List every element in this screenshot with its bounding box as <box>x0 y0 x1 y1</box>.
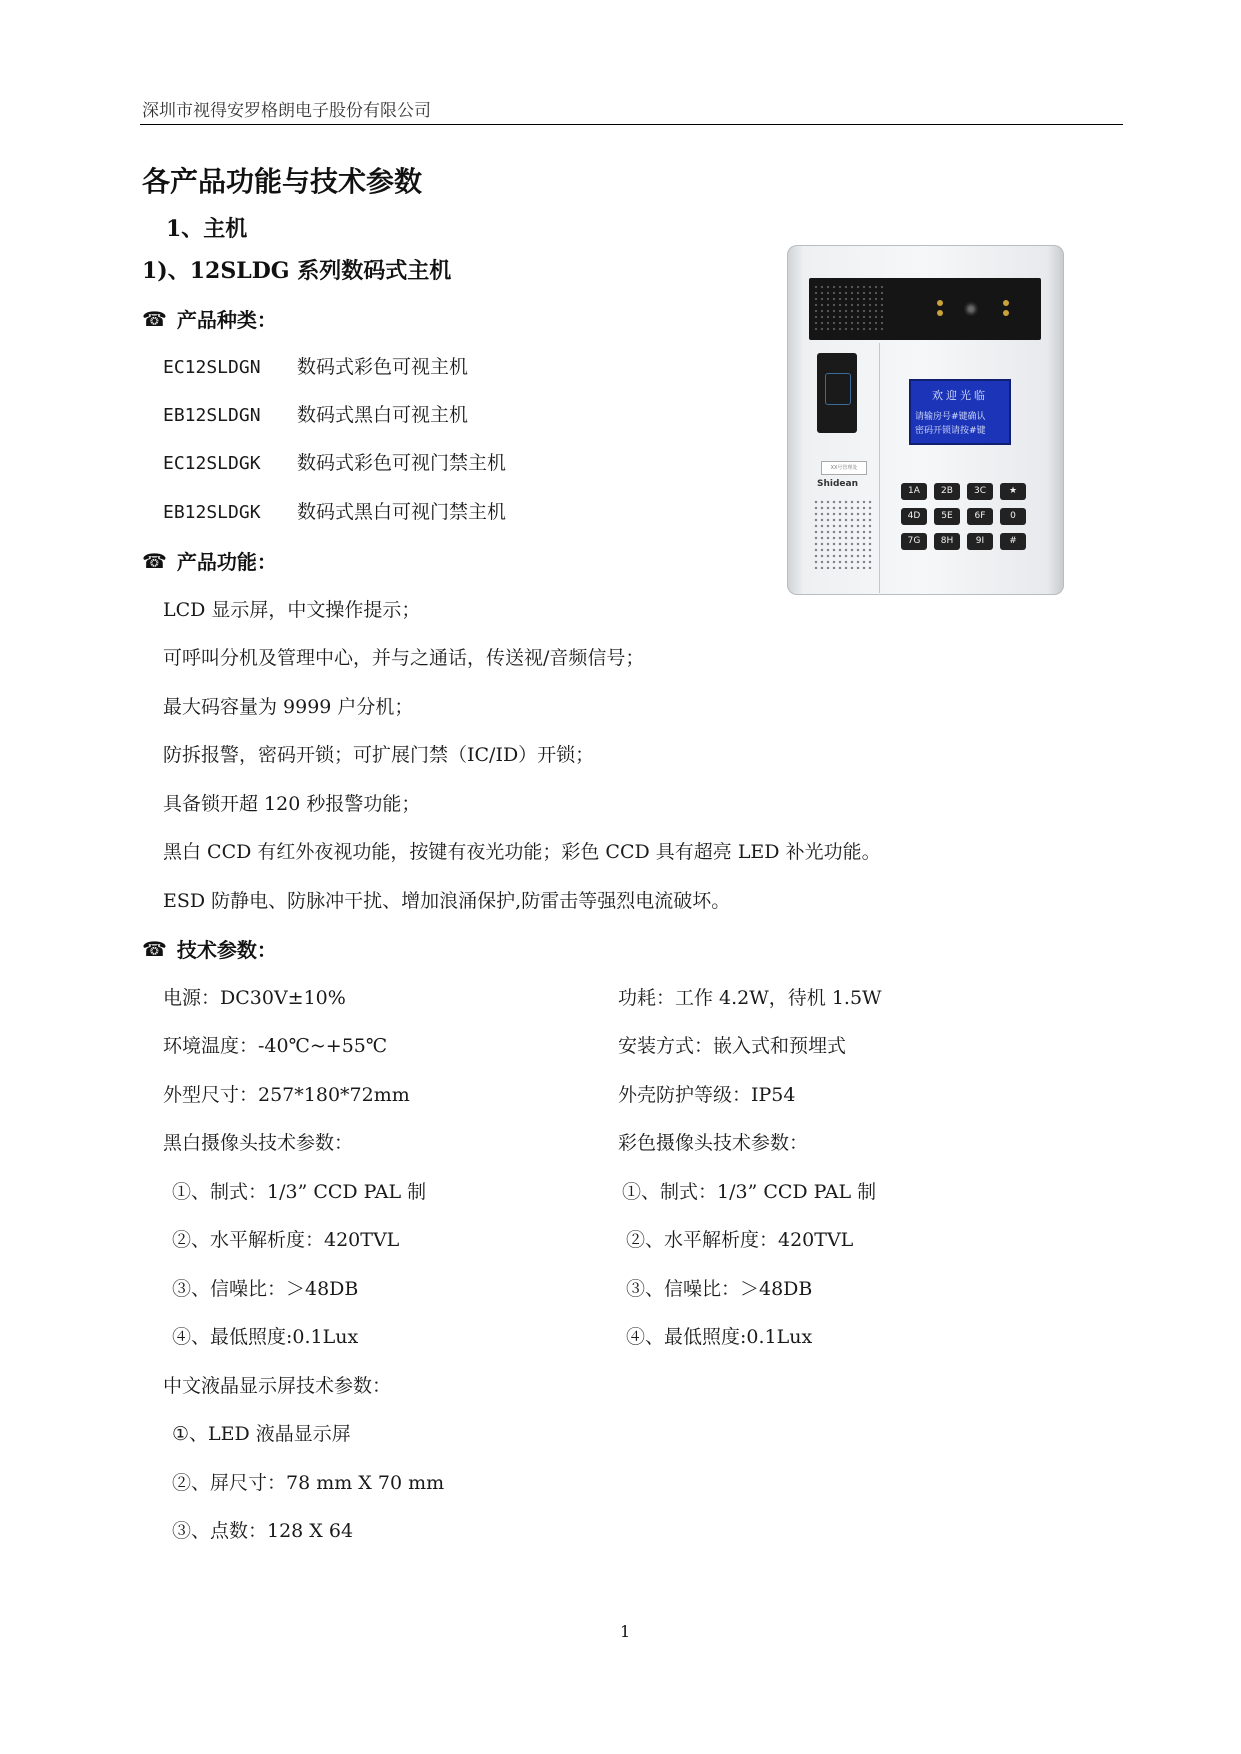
led-icon <box>937 310 943 316</box>
speaker-grille <box>813 499 873 569</box>
led-icon <box>1003 300 1009 306</box>
page-title: 各产品功能与技术参数 <box>142 165 423 198</box>
spec-left: ③、信噪比：＞48DB <box>172 1278 359 1300</box>
spec-left: ①、LED 液晶显示屏 <box>172 1423 351 1445</box>
section-title: 1、主机 <box>166 216 248 242</box>
feature-item: 防拆报警，密码开锁；可扩展门禁（IC/ID）开锁； <box>163 744 595 766</box>
telephone-icon: ☎ <box>142 306 167 331</box>
keypad <box>901 483 1031 550</box>
lcd-line: 欢迎光临 <box>932 389 988 402</box>
spec-left: ①、制式：1/3” CCD PAL 制 <box>172 1181 427 1203</box>
spec-left: ②、屏尺寸：78 mm X 70 mm <box>172 1472 445 1494</box>
spec-left: 黑白摄像头技术参数： <box>163 1132 354 1154</box>
type-desc: 数码式彩色可视门禁主机 <box>297 452 507 474</box>
features-heading-label: 产品功能： <box>176 550 277 574</box>
spec-left: 环境温度：-40℃~+55℃ <box>163 1035 388 1057</box>
specs-heading-label: 技术参数： <box>176 938 277 962</box>
spec-right: ①、制式：1/3” CCD PAL 制 <box>622 1181 877 1203</box>
keypad-key: ★ <box>1000 483 1026 500</box>
keypad-key: 9I <box>967 533 993 550</box>
spec-left: 中文液晶显示屏技术参数： <box>163 1375 392 1397</box>
keypad-key: 1A <box>901 483 927 500</box>
type-item <box>163 448 506 475</box>
device-divider <box>879 343 880 593</box>
company-header: 深圳市视得安罗格朗电子股份有限公司 <box>142 101 431 121</box>
spec-right: 功耗：工作 4.2W，待机 1.5W <box>618 987 882 1009</box>
types-heading-label: 产品种类： <box>176 308 277 332</box>
subsection-title: 1)、12SLDG 系列数码式主机 <box>142 258 452 284</box>
spec-right: 安装方式：嵌入式和预埋式 <box>618 1035 847 1057</box>
keypad-key: 4D <box>901 508 927 525</box>
spec-left: 电源：DC30V±10% <box>163 987 346 1009</box>
feature-item: LCD 显示屏，中文操作提示； <box>163 599 421 621</box>
types-heading <box>142 304 277 333</box>
type-desc: 数码式彩色可视主机 <box>297 356 469 378</box>
feature-item: 最大码容量为 9999 户分机； <box>163 696 414 718</box>
feature-item: 可呼叫分机及管理中心，并与之通话，传送视/音频信号； <box>163 647 645 669</box>
device-logo: Shidean <box>817 479 859 489</box>
type-code: EC12SLDGN <box>163 357 261 378</box>
keypad-key: 0 <box>1000 508 1026 525</box>
feature-item: 黑白 CCD 有红外夜视功能，按键有夜光功能；彩色 CCD 具有超亮 LED 补光功能。 <box>163 841 881 863</box>
device-label: XX号管理处 <box>821 461 867 475</box>
type-desc: 数码式黑白可视主机 <box>297 404 469 426</box>
camera-panel <box>809 278 1041 340</box>
keypad-key: 6F <box>967 508 993 525</box>
spec-left: ③、点数：128 X 64 <box>172 1520 354 1542</box>
header-rule <box>140 124 1123 125</box>
card-reader <box>817 353 857 433</box>
page-number: 1 <box>620 1622 631 1641</box>
type-desc: 数码式黑白可视门禁主机 <box>297 501 507 523</box>
type-item <box>163 497 506 524</box>
keypad-key: 7G <box>901 533 927 550</box>
keypad-key: 8H <box>934 533 960 550</box>
keypad-key: 5E <box>934 508 960 525</box>
spec-left: ②、水平解析度：420TVL <box>172 1229 400 1251</box>
lcd-line: 请输房号#键确认 <box>915 412 986 422</box>
card-reader-icon <box>825 373 851 405</box>
type-code: EB12SLDGN <box>163 405 261 426</box>
spec-right: ②、水平解析度：420TVL <box>626 1229 854 1251</box>
door-station-image <box>787 245 1064 595</box>
spec-right: ④、最低照度:0.1Lux <box>626 1326 813 1348</box>
type-code: EB12SLDGK <box>163 502 261 523</box>
feature-item: 具备锁开超 120 秒报警功能； <box>163 793 421 815</box>
camera-lens-icon <box>964 302 978 316</box>
telephone-icon: ☎ <box>142 936 167 961</box>
specs-heading <box>142 934 277 963</box>
keypad-key: 3C <box>967 483 993 500</box>
lcd-line: 密码开锁请按#键 <box>915 426 986 436</box>
keypad-key: 2B <box>934 483 960 500</box>
led-icon <box>937 300 943 306</box>
telephone-icon: ☎ <box>142 548 167 573</box>
spec-left: ④、最低照度:0.1Lux <box>172 1326 359 1348</box>
features-heading <box>142 546 277 575</box>
spec-right: ③、信噪比：＞48DB <box>626 1278 813 1300</box>
type-item <box>163 352 468 379</box>
type-code: EC12SLDGK <box>163 453 261 474</box>
spec-right: 彩色摄像头技术参数： <box>618 1132 809 1154</box>
led-icon <box>1003 310 1009 316</box>
spec-left: 外型尺寸：257*180*72mm <box>163 1084 410 1106</box>
type-item <box>163 400 468 427</box>
feature-item: ESD 防静电、防脉冲干扰、增加浪涌保护,防雷击等强烈电流破坏。 <box>163 890 731 912</box>
spec-right: 外壳防护等级：IP54 <box>618 1084 796 1106</box>
keypad-key: # <box>1000 533 1026 550</box>
top-grille <box>813 284 885 334</box>
device-lcd <box>909 379 1011 445</box>
